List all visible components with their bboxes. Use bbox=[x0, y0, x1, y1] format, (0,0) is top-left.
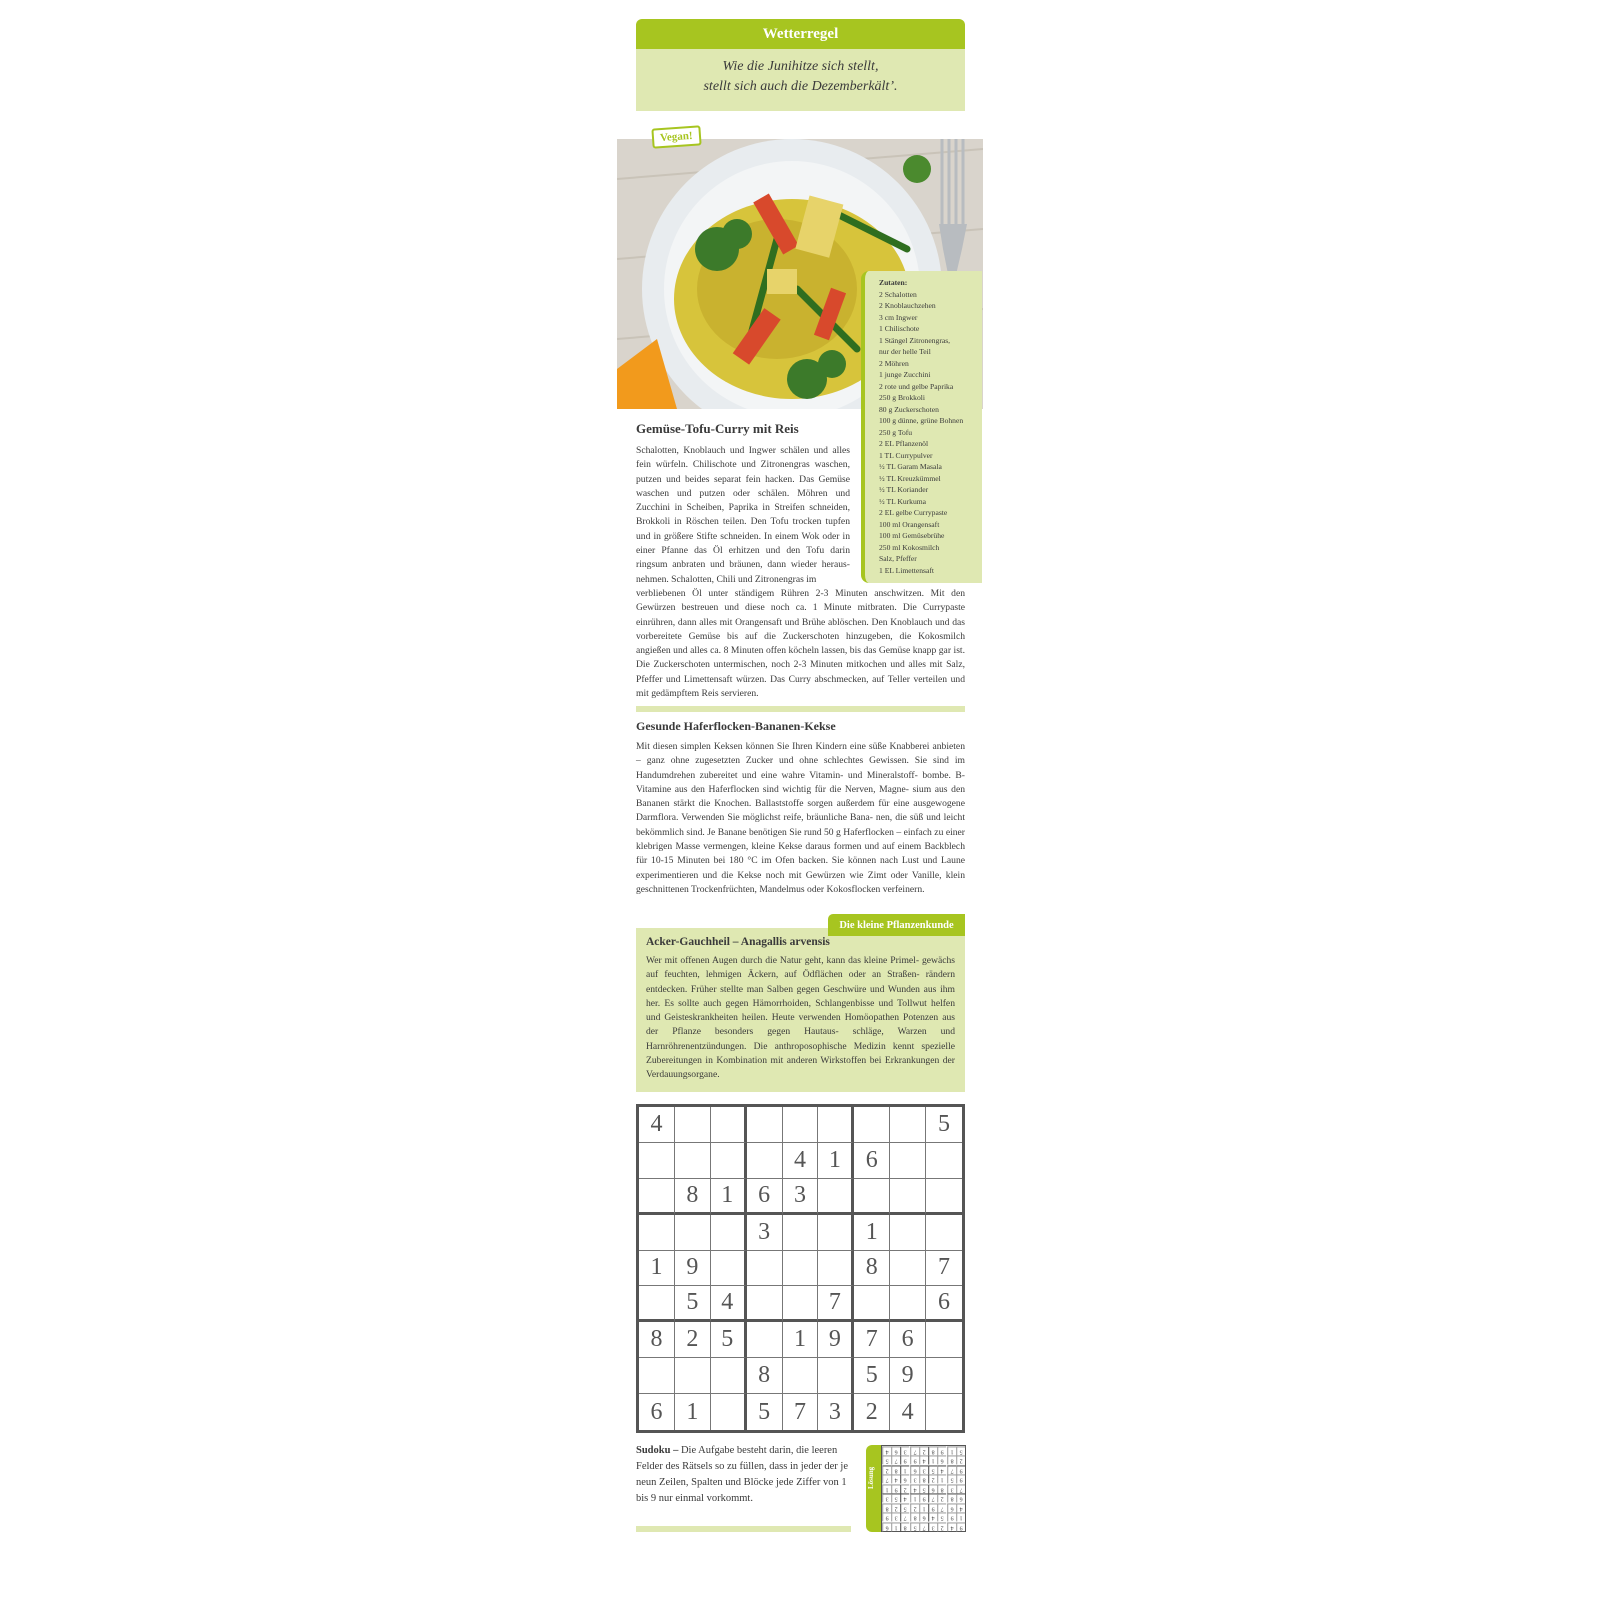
sudoku-cell: 7 bbox=[854, 1322, 890, 1358]
zutaten-item: 250 g Tofu bbox=[879, 427, 913, 437]
solution-cell: 9 bbox=[891, 1484, 900, 1493]
sudoku-cell bbox=[890, 1107, 926, 1143]
solution-cell: 6 bbox=[937, 1455, 946, 1464]
vegan-badge: Vegan! bbox=[651, 125, 701, 148]
sudoku-cell: 8 bbox=[639, 1322, 675, 1358]
zutaten-item: 2 Möhren bbox=[879, 358, 909, 368]
solution-cell: 9 bbox=[919, 1493, 928, 1502]
solution-cell: 9 bbox=[937, 1446, 946, 1455]
solution-cell: 3 bbox=[900, 1446, 909, 1455]
solution-cell: 8 bbox=[882, 1503, 891, 1512]
recipe-title: Gemüse-Tofu-Curry mit Reis bbox=[636, 421, 799, 436]
solution-cell: 7 bbox=[956, 1484, 965, 1493]
sudoku-cell: 1 bbox=[818, 1143, 854, 1179]
zutaten-item: 2 Knoblauchzehen bbox=[879, 301, 936, 310]
sudoku-cell: 4 bbox=[711, 1286, 747, 1322]
pflanzenkunde-box bbox=[636, 928, 965, 1092]
zutaten-item: 100 ml Gemüsebrühe bbox=[879, 531, 945, 540]
solution-cell: 4 bbox=[937, 1465, 946, 1474]
sudoku-cell: 2 bbox=[675, 1322, 711, 1358]
sudoku-cell bbox=[675, 1358, 711, 1394]
solution-cell: 9 bbox=[956, 1474, 965, 1483]
sudoku-cell bbox=[926, 1322, 962, 1358]
sudoku-cell: 5 bbox=[926, 1107, 962, 1143]
sudoku-label: Sudoku – bbox=[636, 1445, 679, 1456]
solution-cell: 5 bbox=[947, 1474, 956, 1483]
solution-cell: 5 bbox=[937, 1512, 946, 1521]
sudoku-cell bbox=[783, 1215, 819, 1251]
zutaten-item: 2 rote und gelbe Paprika bbox=[879, 381, 954, 391]
solution-cell: 4 bbox=[910, 1484, 919, 1493]
solution-tab bbox=[866, 1445, 881, 1532]
sudoku-cell bbox=[639, 1358, 675, 1394]
zutaten-item: ½ TL Kreuzkümmel bbox=[879, 473, 941, 483]
solution-cell: 8 bbox=[937, 1484, 946, 1493]
sudoku-cell bbox=[818, 1215, 854, 1251]
solution-cell: 9 bbox=[882, 1512, 891, 1521]
sudoku-cell bbox=[675, 1107, 711, 1143]
wetterregel-line-2: stellt sich auch die Dezemberkält’. bbox=[703, 79, 898, 94]
sudoku-cell: 4 bbox=[783, 1143, 819, 1179]
sudoku-cell bbox=[818, 1358, 854, 1394]
solution-cell: 8 bbox=[947, 1455, 956, 1464]
solution-cell: 8 bbox=[919, 1474, 928, 1483]
solution-cell: 4 bbox=[919, 1455, 928, 1464]
sudoku-cell: 8 bbox=[747, 1358, 783, 1394]
recipe-body-wide: verbliebenen Öl unter ständigem Rühren 2-3 Minuten anschwitzen. Mit den Gewürzen bestreuen und diese noch ca. 1 Minute mitbraten. Die Currypaste einrühren, dann alles mit Orangensaft und Brühe ablöschen. Den Knoblauch und das vorbereitete Gemüse bis auf die Zuckerschoten hinzugeben, die Kokosmilch angießen und alles ca. 8 Minuten offen köcheln lassen, bis das Gemüse knapp gar ist. Die Zuckerschoten untermischen, noch 2-3 Minuten mitkochen und alles mit Salz, Pfeffer und Limettensaft würzen. Das Curry abschmecken, auf Teller verteilen und mit gedämpftem Reis servieren. bbox=[636, 587, 965, 700]
sudoku-cell: 1 bbox=[854, 1215, 890, 1251]
solution-cell: 4 bbox=[947, 1522, 956, 1531]
solution-cell: 2 bbox=[891, 1503, 900, 1512]
solution-cell: 4 bbox=[928, 1512, 937, 1521]
sudoku-cell bbox=[639, 1179, 675, 1215]
sudoku-cell bbox=[890, 1143, 926, 1179]
solution-cell: 7 bbox=[919, 1522, 928, 1531]
sudoku-cell: 3 bbox=[818, 1394, 854, 1430]
sudoku-instructions bbox=[636, 1443, 851, 1507]
solution-cell: 2 bbox=[956, 1455, 965, 1464]
sudoku-cell: 4 bbox=[890, 1394, 926, 1430]
sudoku-cell: 8 bbox=[854, 1251, 890, 1287]
solution-cell: 2 bbox=[937, 1493, 946, 1502]
solution-cell: 6 bbox=[947, 1503, 956, 1512]
zutaten-item: 3 cm Ingwer bbox=[879, 312, 918, 322]
solution-cell: 1 bbox=[891, 1522, 900, 1531]
sudoku-instructions-text: Die Aufgabe besteht darin, die leeren Felder des Rätsels so zu füllen, dass in jeder der je neun Zeilen, Spalten und Blöcke jede Ziffer von 1 bis 9 nur einmal vorkommt. bbox=[636, 1445, 848, 1504]
solution-cell: 3 bbox=[882, 1493, 891, 1502]
sudoku-cell bbox=[926, 1215, 962, 1251]
solution-cell: 6 bbox=[882, 1522, 891, 1531]
solution-cell: 6 bbox=[910, 1465, 919, 1474]
solution-cell: 4 bbox=[891, 1474, 900, 1483]
solution-cell: 3 bbox=[947, 1484, 956, 1493]
zutaten-item: 100 ml Orangensaft bbox=[879, 519, 940, 529]
sudoku-cell: 1 bbox=[783, 1322, 819, 1358]
zutaten-item: nur der helle Teil bbox=[879, 347, 931, 356]
solution-cell: 9 bbox=[910, 1455, 919, 1464]
solution-cell: 7 bbox=[910, 1446, 919, 1455]
solution-grid bbox=[881, 1445, 966, 1532]
solution-cell: 1 bbox=[919, 1503, 928, 1512]
solution-cell: 3 bbox=[891, 1512, 900, 1521]
zutaten-item: 1 junge Zucchini bbox=[879, 370, 931, 379]
zutaten-item: 1 Stängel Zitronengras, bbox=[879, 335, 951, 345]
sudoku-cell bbox=[711, 1107, 747, 1143]
solution-cell: 1 bbox=[882, 1484, 891, 1493]
sudoku-cell bbox=[926, 1394, 962, 1430]
sudoku-cell bbox=[711, 1215, 747, 1251]
wetterregel-header: Wetterregel bbox=[636, 19, 965, 49]
sudoku-cell: 4 bbox=[639, 1107, 675, 1143]
solution-cell: 9 bbox=[900, 1455, 909, 1464]
zutaten-item: 2 Schalotten bbox=[879, 289, 917, 299]
solution-cell: 5 bbox=[900, 1503, 909, 1512]
sudoku-cell bbox=[783, 1251, 819, 1287]
solution-label: Lösung bbox=[867, 1466, 875, 1489]
kekse-body: Mit diesen simplen Keksen können Sie Ihren Kindern eine süße Knabberei anbieten – ganz ohne zugesetzten Zucker und ohne schlechtes Gewissen. Sie sind im Handumdrehen zubereitet und eine wahre Vitamin- und Mineralstoff- bombe. B-Vitamine aus den Haferflocken sind wichtig für die Nerven, Magne- sium aus den Bananen stärkt die Knochen. Ballaststoffe sorgen außerdem für eine ausgewogene Darmflora. Verwenden Sie möglichst reife, bräunliche Bana- nen, die süß und leicht bekömmlich sind. Je Banane benötigen Sie rund 50 g Haferflocken – einfach zu einer klebrigen Masse vermengen, kleine Kekse daraus formen und auf einem Backblech für 10-15 Minuten bei 180 °C im Ofen backen. Sie können nach Lust und Laune experimentieren und die Kekse noch mit Gewürzen wie Zimt oder Vanille, klein geschnittenen Trockenfrüchten, Mandelmus oder Kokosflocken verfeinern. bbox=[636, 741, 965, 895]
separator bbox=[636, 706, 965, 712]
solution-cell: 2 bbox=[900, 1484, 909, 1493]
sudoku-cell: 5 bbox=[711, 1322, 747, 1358]
zutaten-item: 1 EL Limettensaft bbox=[879, 565, 934, 575]
pflanzenkunde-title: Acker-Gauchheil – Anagallis arvensis bbox=[646, 936, 830, 948]
sudoku-cell bbox=[675, 1143, 711, 1179]
solution-cell: 9 bbox=[956, 1465, 965, 1474]
solution-cell: 8 bbox=[891, 1465, 900, 1474]
sudoku-cell bbox=[818, 1179, 854, 1215]
sudoku-cell bbox=[675, 1215, 711, 1251]
zutaten-item: 1 Chilischote bbox=[879, 324, 920, 333]
wetterregel-line-1: Wie die Junihitze sich stellt, bbox=[722, 59, 879, 74]
pflanzenkunde-body: Wer mit offenen Augen durch die Natur geht, kann das kleine Primel- gewächs auf feuchten, lehmigen Äckern, auf Ödflächen oder an Straßen- rändern entdecken. Früher stellte man Salben gegen Geschwüre und Wunden aus ihm her. Es sollte auch gegen Hämorrhoiden, Schlangenbisse und Tollwut helfen und Geisteskrankheiten heilen. Heute verwenden Homöopathen Potenzen aus der Pflanze besonders gegen Hautaus- schläge, Warzen und Harnröhrenentzündungen. Die anthroposophische Medizin kennt spezielle Zubereitungen in Kombination mit anderen Wirkstoffen bei Erkrankungen der Verdauungsorgane. bbox=[646, 955, 955, 1081]
recipe-body-narrow: Schalotten, Knoblauch und Ingwer schälen und alles fein würfeln. Chilischote und Zitronengras waschen, putzen und beides separat fein hacken. Das Gemüse waschen und putzen oder schälen. Möhren und Zucchini in Scheiben, Paprika in Streifen schneiden, Brokkoli in Röschen teilen. Den Tofu trocken tupfen und in größere Stifte schneiden. In einem Wok oder in einer Pfanne das Öl erhitzen und den Tofu darin ringsum anbraten und bräunen, dann wieder heraus- nehmen. Schalotten, Chili und Zitronengras im bbox=[636, 445, 850, 585]
sudoku-cell: 6 bbox=[639, 1394, 675, 1430]
sudoku-cell bbox=[854, 1286, 890, 1322]
solution-cell: 2 bbox=[882, 1465, 891, 1474]
solution-cell: 4 bbox=[882, 1446, 891, 1455]
solution-cell: 1 bbox=[956, 1512, 965, 1521]
sudoku-cell bbox=[890, 1251, 926, 1287]
sudoku-cell bbox=[890, 1215, 926, 1251]
sudoku-grid bbox=[636, 1104, 965, 1433]
zutaten-item: 80 g Zuckerschoten bbox=[879, 404, 939, 414]
solution-cell: 1 bbox=[900, 1465, 909, 1474]
solution-cell: 1 bbox=[910, 1493, 919, 1502]
solution-cell: 1 bbox=[928, 1455, 937, 1464]
solution-cell: 2 bbox=[928, 1474, 937, 1483]
solution-cell: 3 bbox=[910, 1474, 919, 1483]
zutaten-title: Zutaten: bbox=[879, 278, 908, 287]
sudoku-cell: 2 bbox=[854, 1394, 890, 1430]
solution-cell: 3 bbox=[928, 1522, 937, 1531]
sudoku-solution bbox=[866, 1445, 966, 1532]
zutaten-item: 2 EL Pflanzenöl bbox=[879, 439, 929, 448]
zutaten-item: 100 g dünne, grüne Bohnen bbox=[879, 416, 964, 425]
sudoku-cell bbox=[818, 1251, 854, 1287]
solution-cell: 8 bbox=[928, 1446, 937, 1455]
solution-cell: 7 bbox=[891, 1455, 900, 1464]
solution-cell: 8 bbox=[947, 1493, 956, 1502]
sudoku-cell bbox=[711, 1394, 747, 1430]
sudoku-cell bbox=[890, 1286, 926, 1322]
sudoku-cell: 7 bbox=[783, 1394, 819, 1430]
wetterregel-box bbox=[636, 49, 965, 111]
sudoku-cell bbox=[783, 1286, 819, 1322]
sudoku-cell: 1 bbox=[675, 1394, 711, 1430]
solution-cell: 5 bbox=[910, 1522, 919, 1531]
sudoku-cell: 5 bbox=[675, 1286, 711, 1322]
solution-cell: 8 bbox=[910, 1512, 919, 1521]
solution-cell: 6 bbox=[891, 1446, 900, 1455]
sudoku-cell: 6 bbox=[926, 1286, 962, 1322]
solution-cell: 5 bbox=[956, 1446, 965, 1455]
sudoku-cell bbox=[818, 1107, 854, 1143]
solution-cell: 9 bbox=[928, 1503, 937, 1512]
sudoku-cell bbox=[747, 1107, 783, 1143]
sudoku-cell bbox=[711, 1358, 747, 1394]
solution-cell: 7 bbox=[937, 1503, 946, 1512]
solution-cell: 6 bbox=[928, 1484, 937, 1493]
sudoku-cell: 1 bbox=[639, 1251, 675, 1287]
zutaten-item: ½ TL Garam Masala bbox=[879, 462, 942, 471]
separator-bottom bbox=[636, 1526, 851, 1532]
solution-cell: 7 bbox=[882, 1474, 891, 1483]
sudoku-cell bbox=[711, 1251, 747, 1287]
sudoku-cell bbox=[783, 1107, 819, 1143]
recipe-body bbox=[636, 444, 965, 701]
zutaten-item: ½ TL Koriander bbox=[879, 485, 929, 494]
sudoku-cell bbox=[926, 1358, 962, 1394]
solution-cell: 7 bbox=[947, 1465, 956, 1474]
sudoku-cell: 9 bbox=[890, 1358, 926, 1394]
solution-cell: 5 bbox=[882, 1455, 891, 1464]
sudoku-cell: 6 bbox=[854, 1143, 890, 1179]
sudoku-cell bbox=[783, 1358, 819, 1394]
sudoku-cell: 5 bbox=[854, 1358, 890, 1394]
solution-cell: 8 bbox=[900, 1522, 909, 1531]
zutaten-item: 250 g Brokkoli bbox=[879, 393, 925, 402]
sudoku-cell: 1 bbox=[711, 1179, 747, 1215]
sudoku-cell: 6 bbox=[890, 1322, 926, 1358]
sudoku-cell: 8 bbox=[675, 1179, 711, 1215]
solution-cell: 4 bbox=[956, 1503, 965, 1512]
solution-cell: 5 bbox=[919, 1484, 928, 1493]
solution-cell: 1 bbox=[937, 1474, 946, 1483]
sudoku-cell bbox=[639, 1143, 675, 1179]
sudoku-cell: 6 bbox=[747, 1179, 783, 1215]
solution-cell: 9 bbox=[947, 1512, 956, 1521]
sudoku-cell bbox=[854, 1107, 890, 1143]
sudoku-cell bbox=[711, 1143, 747, 1179]
zutaten-item: 1 TL Currypulver bbox=[879, 450, 933, 460]
solution-cell: 7 bbox=[928, 1493, 937, 1502]
zutaten-item: 2 EL gelbe Currypaste bbox=[879, 508, 948, 517]
solution-cell: 4 bbox=[900, 1493, 909, 1502]
sudoku-cell bbox=[747, 1143, 783, 1179]
solution-cell: 6 bbox=[956, 1493, 965, 1502]
zutaten-item: ½ TL Kurkuma bbox=[879, 496, 927, 506]
solution-cell: 2 bbox=[937, 1522, 946, 1531]
sudoku-cell: 7 bbox=[926, 1251, 962, 1287]
sudoku-cell: 3 bbox=[783, 1179, 819, 1215]
solution-cell: 1 bbox=[947, 1446, 956, 1455]
solution-cell: 2 bbox=[910, 1503, 919, 1512]
sudoku-cell bbox=[747, 1322, 783, 1358]
solution-cell: 3 bbox=[919, 1465, 928, 1474]
sudoku-cell: 5 bbox=[747, 1394, 783, 1430]
zutaten-item: Salz, Pfeffer bbox=[879, 554, 917, 563]
pflanzenkunde-tab: Die kleine Pflanzenkunde bbox=[828, 914, 965, 936]
solution-cell: 2 bbox=[919, 1446, 928, 1455]
sudoku-cell: 9 bbox=[818, 1322, 854, 1358]
solution-cell: 6 bbox=[919, 1512, 928, 1521]
kekse-title: Gesunde Haferflocken-Bananen-Kekse bbox=[636, 719, 836, 733]
solution-cell: 6 bbox=[900, 1474, 909, 1483]
sudoku-cell bbox=[854, 1179, 890, 1215]
sudoku-cell bbox=[890, 1179, 926, 1215]
sudoku-cell bbox=[639, 1286, 675, 1322]
sudoku-cell: 3 bbox=[747, 1215, 783, 1251]
solution-cell: 5 bbox=[928, 1465, 937, 1474]
solution-cell: 9 bbox=[956, 1522, 965, 1531]
sudoku-cell bbox=[747, 1251, 783, 1287]
zutaten-item: 250 ml Kokosmilch bbox=[879, 542, 940, 552]
sudoku-cell bbox=[639, 1215, 675, 1251]
sudoku-cell: 9 bbox=[675, 1251, 711, 1287]
solution-cell: 5 bbox=[891, 1493, 900, 1502]
sudoku-cell bbox=[926, 1179, 962, 1215]
sudoku-cell bbox=[926, 1143, 962, 1179]
solution-cell: 7 bbox=[900, 1512, 909, 1521]
sudoku-cell: 7 bbox=[818, 1286, 854, 1322]
sudoku-cell bbox=[747, 1286, 783, 1322]
